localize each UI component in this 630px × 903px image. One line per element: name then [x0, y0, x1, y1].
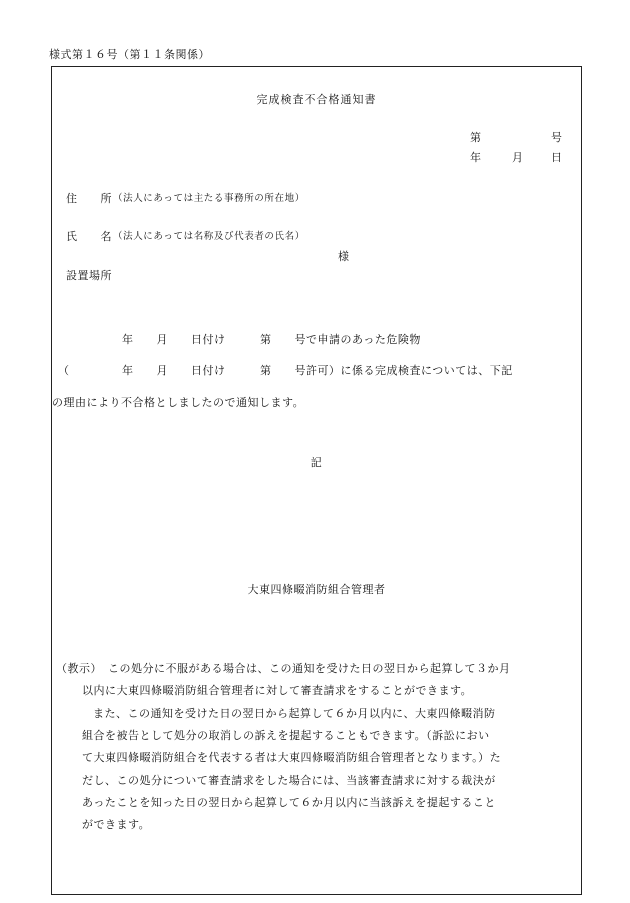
notice-line: ができます。	[82, 818, 151, 831]
notice-line: この処分に不服がある場合は、この通知を受けた日の翌日から起算して３か月	[108, 662, 511, 675]
installation-location-label: 設置場所	[66, 269, 112, 282]
notice-line: て大東四條畷消防組合を代表する者は大東四條畷消防組合管理者となります。）た	[82, 751, 502, 764]
date-month: 月	[512, 151, 524, 164]
notice-line: 組合を被告として処分の取消しの訴えを提起することもできます。（訴訟におい	[82, 729, 490, 742]
body-line-2-paren: （	[58, 364, 70, 377]
number-prefix: 第	[470, 131, 482, 144]
address-note: （法人にあっては主たる事務所の所在地）	[113, 193, 305, 204]
document-frame	[51, 66, 582, 895]
body-line-3: の理由により不合格としましたので通知します。	[52, 396, 305, 409]
ki-marker: 記	[310, 456, 323, 469]
name-note: （法人にあっては名称及び代表者の氏名）	[113, 231, 305, 242]
form-number-label: 様式第１６号（第１１条関係）	[49, 48, 210, 61]
name-label: 氏 名	[66, 230, 112, 243]
body-line-2: 年 月 日付け 第 号許可）に係る完成検査については、下記	[122, 364, 513, 377]
document-title: 完成検査不合格通知書	[256, 93, 377, 106]
issuer-name: 大東四條畷消防組合管理者	[247, 583, 386, 596]
notice-line: だし、この処分について審査請求をした場合には、当該審査請求に対する裁決が	[82, 774, 496, 787]
notice-head: （教示）	[56, 662, 102, 675]
date-day: 日	[551, 151, 563, 164]
address-label: 住 所	[66, 192, 112, 205]
body-line-1: 年 月 日付け 第 号で申請のあった危険物	[122, 333, 421, 346]
date-year: 年	[470, 151, 482, 164]
notice-line: あったことを知った日の翌日から起算して６か月以内に当該訴えを提起すること	[82, 796, 496, 809]
number-suffix: 号	[551, 131, 563, 144]
honorific-sama: 様	[338, 250, 350, 263]
notice-line: 以内に大東四條畷消防組合管理者に対して審査請求をすることができます。	[82, 684, 473, 697]
notice-line: また、この通知を受けた日の翌日から起算して６か月以内に、大東四條畷消防	[93, 707, 496, 720]
